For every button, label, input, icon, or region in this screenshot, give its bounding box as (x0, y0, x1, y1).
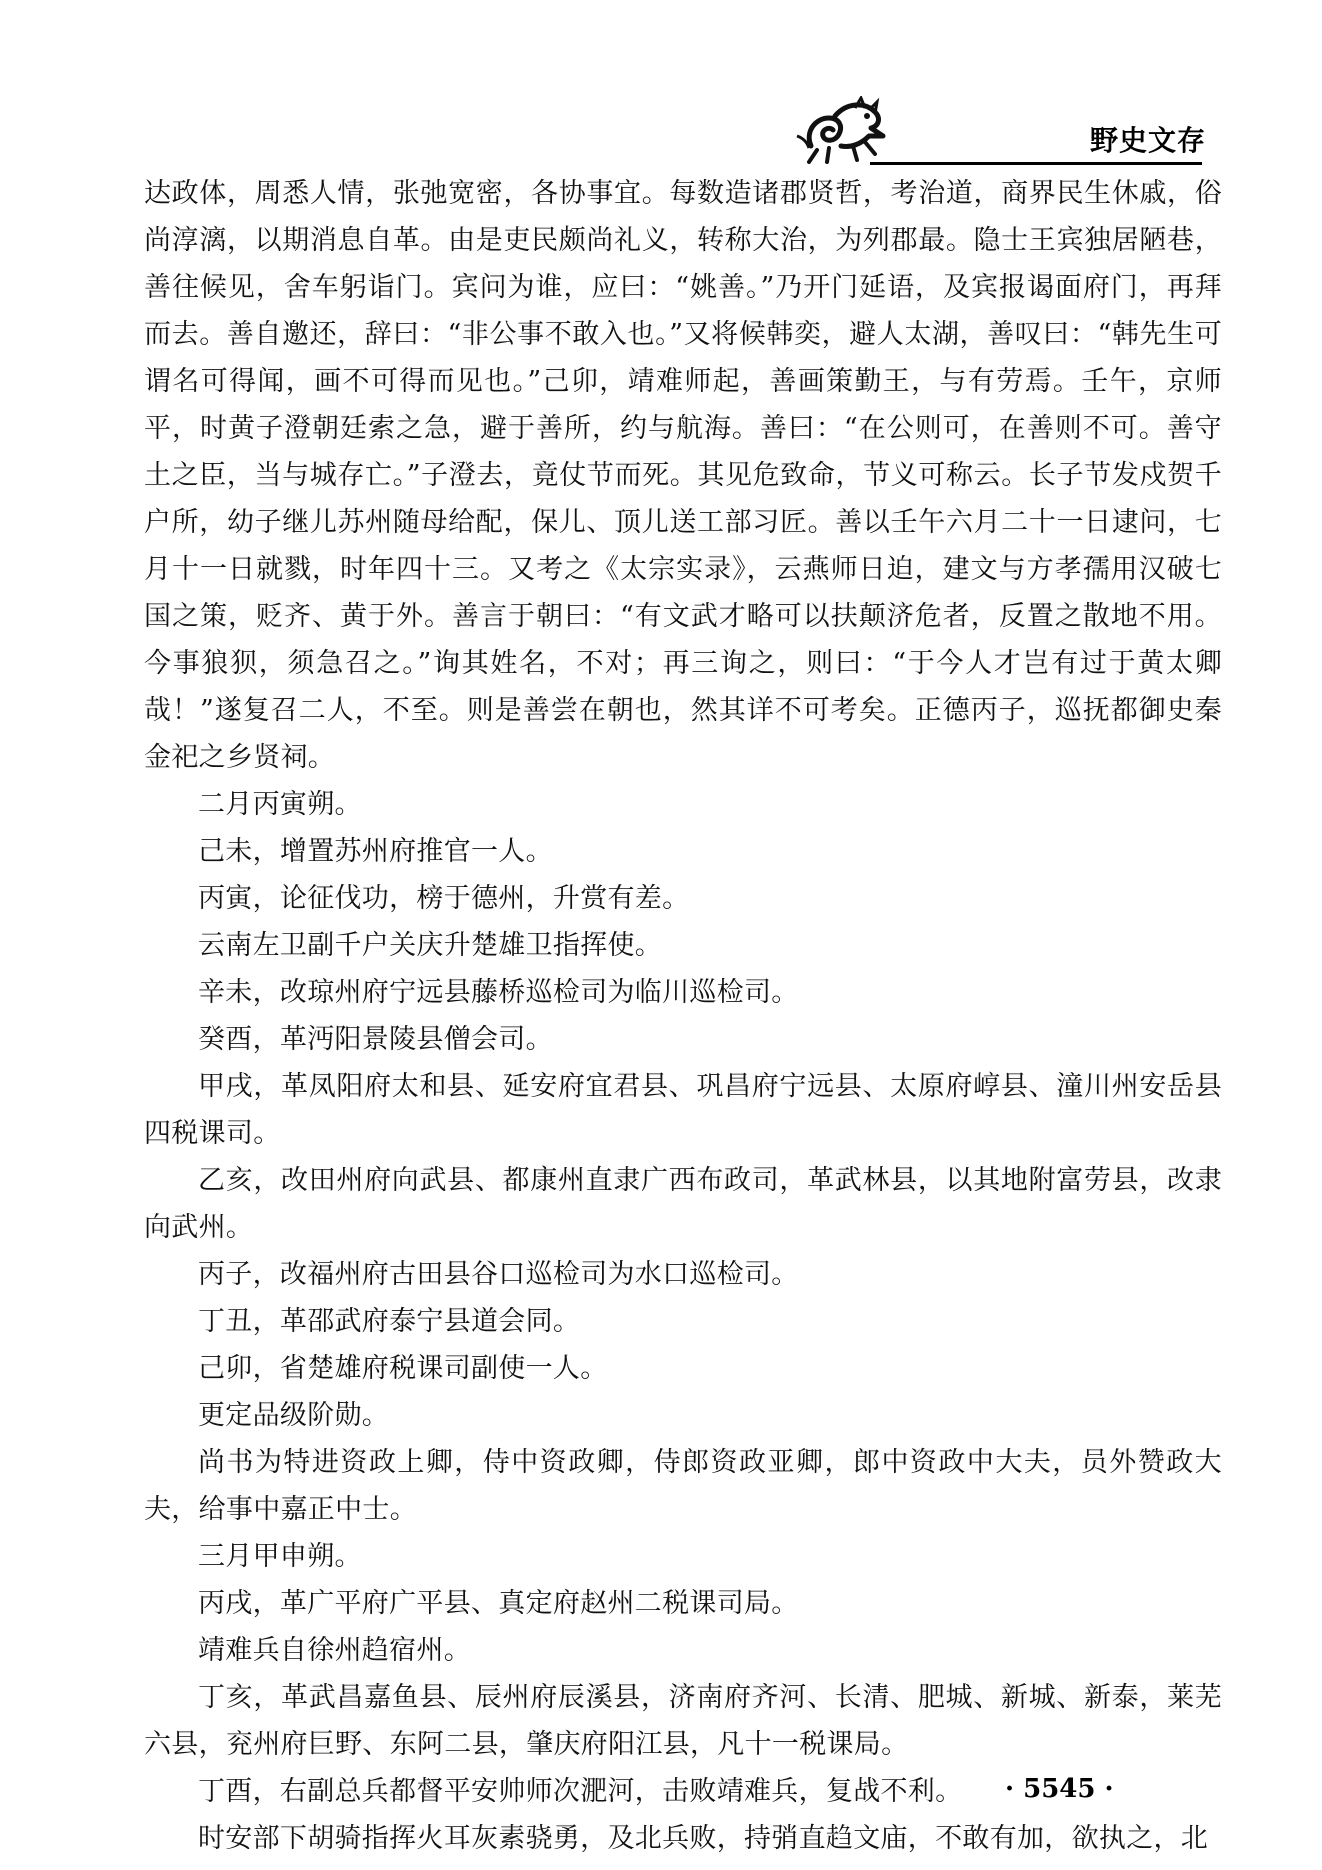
annal-entry: 辛未，改琼州府宁远县藤桥巡检司为临川巡检司。 (198, 977, 799, 1008)
annal-entry: 靖难兵自徐州趋宿州。 (198, 1635, 471, 1666)
body-text (144, 170, 1222, 1862)
page-header (0, 0, 1322, 170)
annal-entry: 丁亥，革武昌嘉鱼县、辰州府辰溪县，济南府齐河、长清、肥城、新城、新泰，莱芜六县，兖州府巨野、东阿二县，肇庆府阳江县，凡十一税课局。 (144, 1682, 1222, 1760)
annal-entry: 二月丙寅朔。 (198, 789, 362, 820)
page-number: · 5545 · (1005, 1774, 1114, 1804)
annal-entry: 癸酉，革沔阳景陵县僧会司。 (198, 1024, 553, 1055)
annal-entry: 丙子，改福州府古田县谷口巡检司为水口巡检司。 (198, 1259, 799, 1290)
header-rule (870, 162, 1202, 165)
annal-entry: 时安部下胡骑指挥火耳灰素骁勇，及北兵败，持弰直趋文庙，不敢有加，欲执之，北 (198, 1823, 1209, 1854)
annal-entry: 己未，增置苏州府推官一人。 (198, 836, 553, 867)
annal-entry: 己卯，省楚雄府税课司副使一人。 (198, 1353, 608, 1384)
annal-entry: 三月甲申朔。 (198, 1541, 362, 1572)
annal-entry: 丁丑，革邵武府泰宁县道会同。 (198, 1306, 581, 1337)
continuation-paragraph: 达政体，周悉人情，张弛宽密，各协事宜。每数造诸郡贤哲，考治道，商界民生休戚，俗尚淳漓，以期消息自革。由是吏民颇尚礼义，转称大治，为列郡最。隐士王宾独居陋巷，善往候见，舍车躬诣门。宾问为谁，应曰：“姚善。”乃开门延语，及宾报谒面府门，再拜而去。善自邀还，辞曰：“非公事不敢入也。”又将候韩奕，避人太湖，善叹曰：“韩先生可谓名可得闻，画不可得而见也。”己卯，靖难师起，善画策勤王，与有劳焉。壬午，京师平，时黄子澄朝廷索之急，避于善所，约与航海。善曰：“在公则可，在善则不可。善守土之臣，当与城存亡。”子澄去，竟仗节而死。其见危致命，节义可称云。长子节发戍贺千户所，幼子继儿苏州随母给配，保儿、顶儿送工部习匠。善以壬午六月二十一日逮问，七月十一日就戮，时年四十三。又考之《太宗实录》，云燕师日迫，建文与方孝孺用汉破七国之策，贬齐、黄于外。善言于朝曰：“有文武才略可以扶颠济危者，反置之散地不用。今事狼狈，须急召之。”询其姓名，不对；再三询之，则曰：“于今人才岂有过于黄太卿哉！”遂复召二人，不至。则是善尝在朝也，然其详不可考矣。正德丙子，巡抚都御史秦金祀之乡贤祠。 (144, 178, 1222, 773)
series-title: 野史文存 (1089, 124, 1206, 157)
annal-entry: 丙寅，论征伐功，榜于德州，升赏有差。 (198, 883, 690, 914)
dragon-emblem-icon (795, 96, 891, 168)
annal-entry: 甲戌，革凤阳府太和县、延安府宜君县、巩昌府宁远县、太原府崞县、潼川州安岳县四税课司。 (144, 1071, 1222, 1149)
annal-entry: 尚书为特进资政上卿，侍中资政卿，侍郎资政亚卿，郎中资政中大夫，员外赞政大夫，给事中嘉正中士。 (144, 1447, 1222, 1525)
annal-entry: 云南左卫副千户关庆升楚雄卫指挥使。 (198, 930, 663, 961)
annal-entry: 丁酉，右副总兵都督平安帅师次淝河，击败靖难兵，复战不利。 (198, 1776, 963, 1807)
annal-entry: 丙戌，革广平府广平县、真定府赵州二税课司局。 (198, 1588, 799, 1619)
annal-entry: 乙亥，改田州府向武县、都康州直隶广西布政司，革武林县，以其地附富劳县，改隶向武州。 (144, 1165, 1222, 1243)
annal-entry: 更定品级阶勋。 (198, 1400, 390, 1431)
